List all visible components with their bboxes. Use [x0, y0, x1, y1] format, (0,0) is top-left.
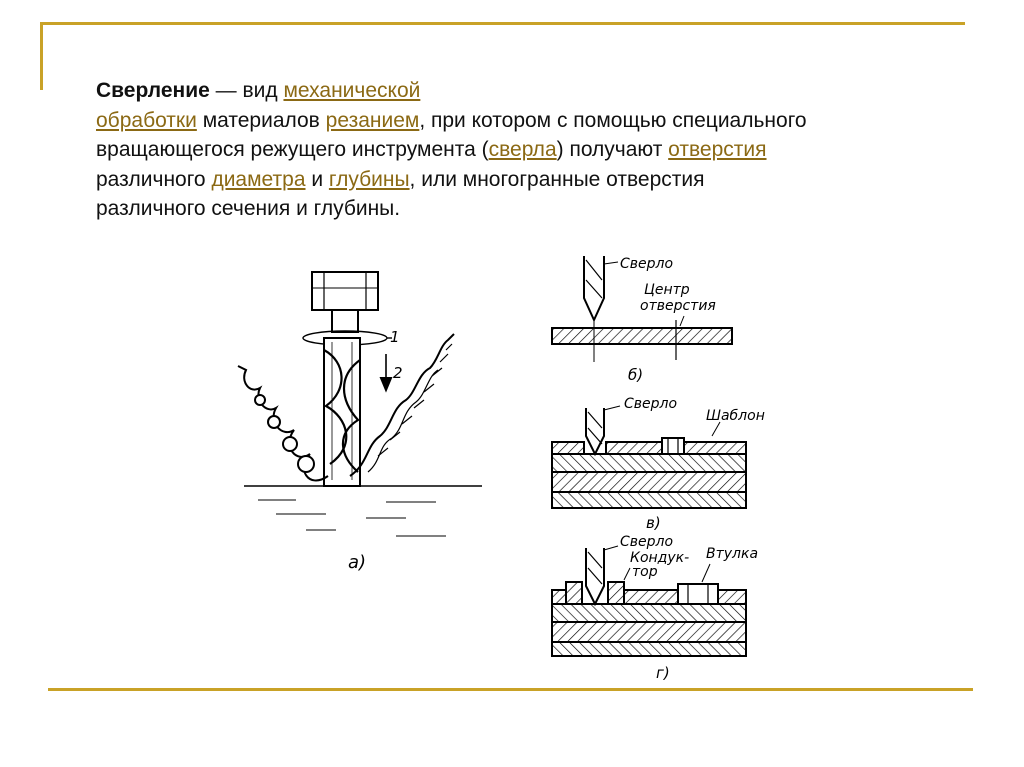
- text-segment: материалов: [196, 108, 326, 132]
- fig-v-label-drill: Сверло: [624, 396, 678, 412]
- fig-a-caption: а): [348, 552, 367, 573]
- link-drill[interactable]: сверла: [488, 138, 557, 161]
- fig-v-label-template: Шаблон: [706, 408, 765, 424]
- link-holes[interactable]: отверстия: [668, 138, 767, 161]
- frame-top-line: [40, 22, 965, 25]
- text-segment: и: [305, 167, 329, 191]
- fig-g-label-jig-2: тор: [632, 564, 658, 580]
- fig-a-drill-illustration: [238, 272, 482, 536]
- link-mechanical[interactable]: механической: [283, 79, 421, 102]
- link-cutting[interactable]: резанием: [325, 108, 420, 132]
- frame-left-line: [40, 22, 43, 90]
- text-segment: ) получают: [556, 138, 669, 161]
- fig-b-label-center-2: отверстия: [640, 298, 716, 314]
- fig-b-caption: б): [628, 366, 644, 384]
- fig-v-caption: в): [646, 514, 661, 532]
- link-processing[interactable]: обработки: [96, 108, 197, 132]
- fig-b-label-drill: Сверло: [620, 256, 674, 272]
- term-drilling: Сверление: [96, 79, 210, 102]
- fig-g-label-bushing: Втулка: [706, 546, 759, 562]
- text-segment: , или многогранные отверстия различного сечения и глубины.: [96, 167, 705, 220]
- text-segment: — вид: [209, 79, 284, 102]
- text-segment: различного: [96, 167, 212, 191]
- link-diameter[interactable]: диаметра: [211, 167, 306, 191]
- frame-bottom-line: [48, 688, 973, 691]
- fig-a-label-rotation: 1: [390, 328, 400, 346]
- fig-g-label-drill: Сверло: [620, 534, 674, 550]
- drilling-figure: [236, 250, 772, 686]
- fig-g-label-jig-1: Кондук-: [630, 550, 690, 566]
- fig-b-label-center-1: Центр: [644, 282, 690, 298]
- text-segment: , при котором с помощью специального вращающегося режущего инструмента (: [96, 108, 807, 161]
- fig-g-caption: г): [656, 664, 670, 682]
- definition-paragraph: [96, 76, 816, 224]
- link-depth[interactable]: глубины: [328, 167, 410, 191]
- fig-a-label-feed: 2: [393, 364, 403, 382]
